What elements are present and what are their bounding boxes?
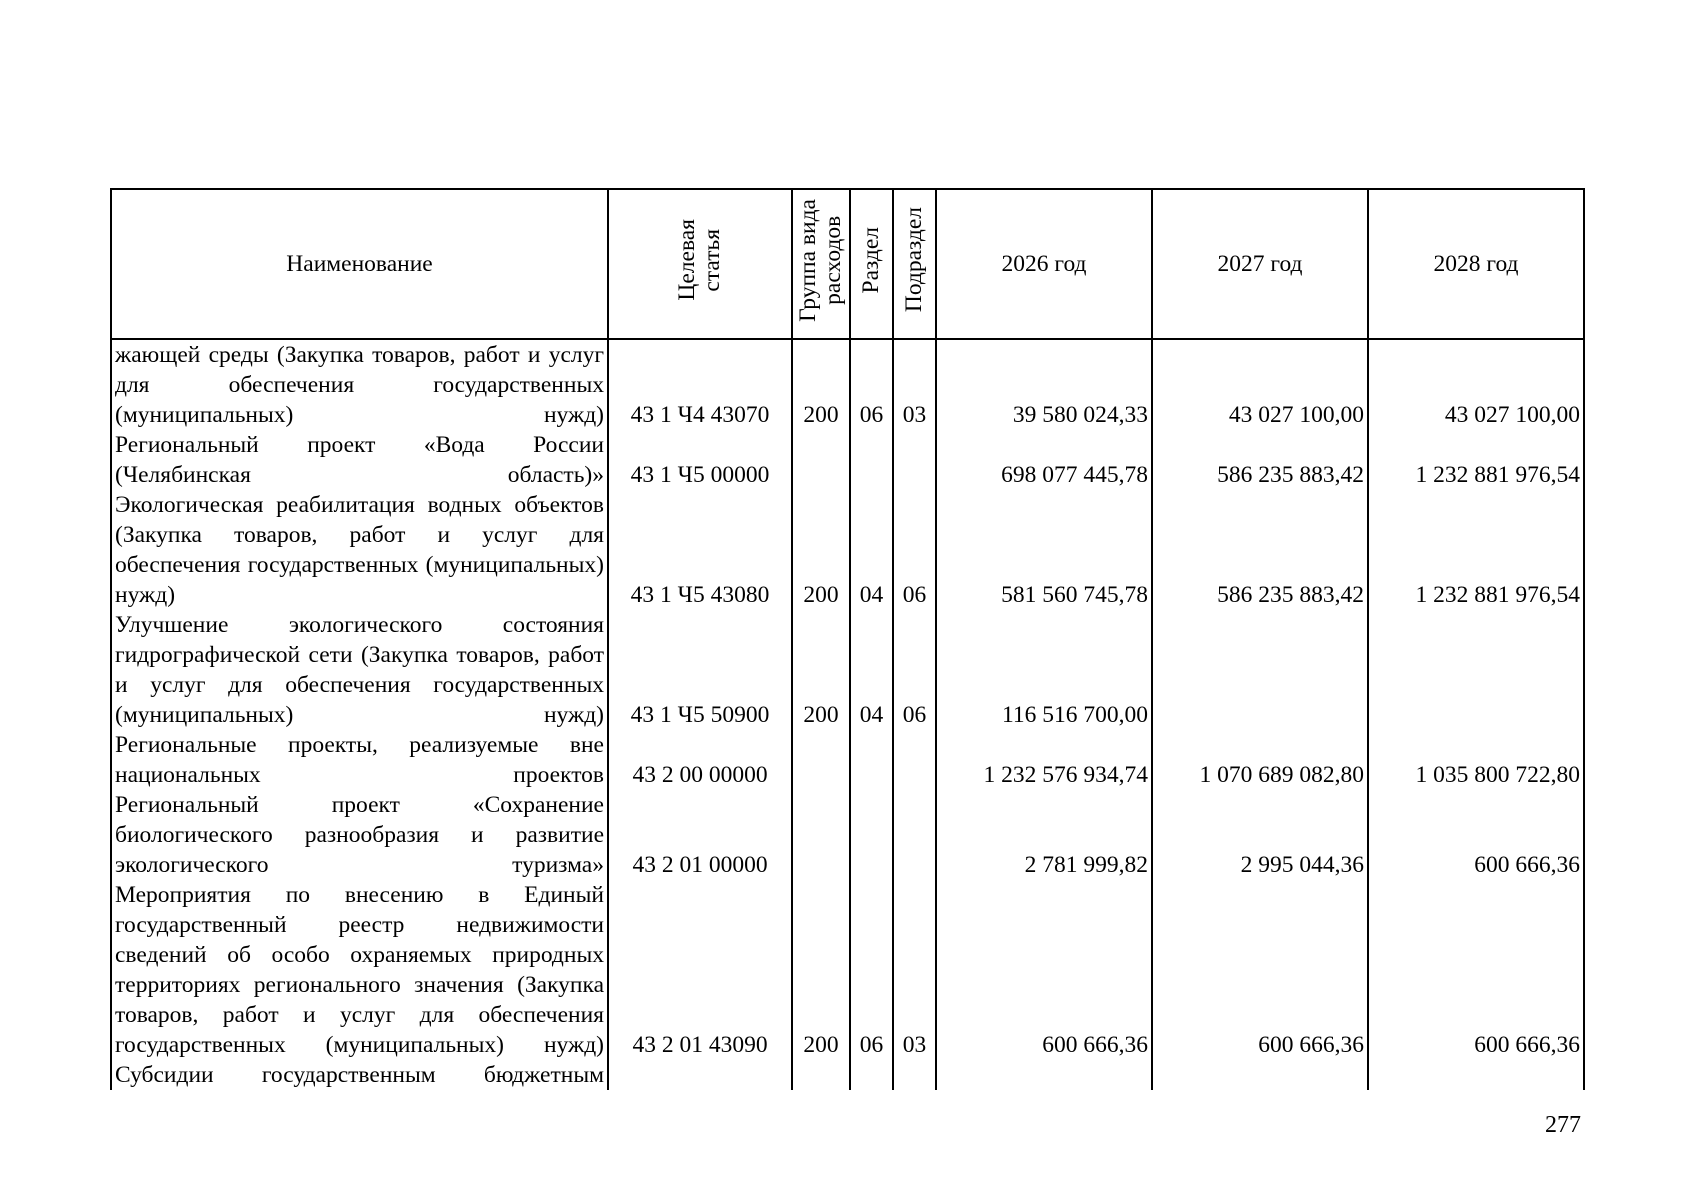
cell-name: Региональные проекты, реализуемые вне национальных проектов bbox=[111, 730, 608, 790]
cell-2027: 43 027 100,00 bbox=[1152, 339, 1368, 430]
cell-2028: 600 666,36 bbox=[1368, 880, 1584, 1060]
cell-section: 06 bbox=[850, 339, 893, 430]
table-row bbox=[111, 339, 1584, 430]
cell-2027: 586 235 883,42 bbox=[1152, 490, 1368, 610]
table-row bbox=[111, 430, 1584, 490]
table-row bbox=[111, 610, 1584, 730]
cell-section bbox=[850, 1060, 893, 1090]
cell-subsection bbox=[893, 790, 936, 880]
header-2028: 2028 год bbox=[1368, 189, 1584, 339]
cell-2027: 586 235 883,42 bbox=[1152, 430, 1368, 490]
table-header-row bbox=[111, 189, 1584, 339]
header-section: Раздел bbox=[850, 189, 893, 339]
cell-section: 04 bbox=[850, 490, 893, 610]
cell-name: Мероприятия по внесению в Единый государственный реестр недвижимости сведений об особо охраняемых природных территориях регионального значения (Закупка товаров, работ и услуг для обеспечения государственных (муниципальных) нужд) bbox=[111, 880, 608, 1060]
table-row bbox=[111, 880, 1584, 1060]
cell-name: Субсидии государственным бюджетным bbox=[111, 1060, 608, 1090]
header-expense-group: Группа вида расходов bbox=[792, 189, 850, 339]
cell-2027: 600 666,36 bbox=[1152, 880, 1368, 1060]
cell-expense-group bbox=[792, 1060, 850, 1090]
cell-subsection bbox=[893, 1060, 936, 1090]
cell-name: Улучшение экологического состояния гидрографической сети (Закупка товаров, работ и услуг для обеспечения государственных (муниципальных) нужд) bbox=[111, 610, 608, 730]
table-row bbox=[111, 1060, 1584, 1090]
cell-2027 bbox=[1152, 610, 1368, 730]
cell-name: жающей среды (Закупка товаров, работ и услуг для обеспечения государственных (муниципальных) нужд) bbox=[111, 339, 608, 430]
cell-2028: 1 035 800 722,80 bbox=[1368, 730, 1584, 790]
cell-2026: 39 580 024,33 bbox=[936, 339, 1152, 430]
cell-section bbox=[850, 730, 893, 790]
cell-name: Экологическая реабилитация водных объектов (Закупка товаров, работ и услуг для обеспечения государственных (муниципальных) нужд) bbox=[111, 490, 608, 610]
cell-subsection: 03 bbox=[893, 339, 936, 430]
cell-expense-group: 200 bbox=[792, 610, 850, 730]
cell-expense-group bbox=[792, 730, 850, 790]
cell-target-article: 43 1 Ч5 50900 bbox=[608, 610, 792, 730]
cell-2026: 600 666,36 bbox=[936, 880, 1152, 1060]
cell-target-article bbox=[608, 1060, 792, 1090]
cell-2028: 1 232 881 976,54 bbox=[1368, 490, 1584, 610]
cell-2027 bbox=[1152, 1060, 1368, 1090]
cell-subsection bbox=[893, 430, 936, 490]
header-target-article: Целевая статья bbox=[608, 189, 792, 339]
cell-section bbox=[850, 430, 893, 490]
cell-2027: 1 070 689 082,80 bbox=[1152, 730, 1368, 790]
cell-2028: 43 027 100,00 bbox=[1368, 339, 1584, 430]
cell-subsection: 06 bbox=[893, 490, 936, 610]
table-row bbox=[111, 790, 1584, 880]
cell-target-article: 43 2 01 43090 bbox=[608, 880, 792, 1060]
cell-target-article: 43 1 Ч5 00000 bbox=[608, 430, 792, 490]
cell-2026: 2 781 999,82 bbox=[936, 790, 1152, 880]
header-2026: 2026 год bbox=[936, 189, 1152, 339]
cell-expense-group bbox=[792, 430, 850, 490]
cell-target-article: 43 1 Ч5 43080 bbox=[608, 490, 792, 610]
header-subsection: Подраздел bbox=[893, 189, 936, 339]
header-name: Наименование bbox=[111, 189, 608, 339]
cell-2028 bbox=[1368, 1060, 1584, 1090]
table-row bbox=[111, 730, 1584, 790]
cell-subsection bbox=[893, 730, 936, 790]
cell-target-article: 43 2 01 00000 bbox=[608, 790, 792, 880]
cell-2026: 581 560 745,78 bbox=[936, 490, 1152, 610]
cell-section: 04 bbox=[850, 610, 893, 730]
cell-target-article: 43 2 00 00000 bbox=[608, 730, 792, 790]
cell-target-article: 43 1 Ч4 43070 bbox=[608, 339, 792, 430]
cell-subsection: 03 bbox=[893, 880, 936, 1060]
cell-2027: 2 995 044,36 bbox=[1152, 790, 1368, 880]
table-row bbox=[111, 490, 1584, 610]
cell-2028: 1 232 881 976,54 bbox=[1368, 430, 1584, 490]
cell-name: Региональный проект «Вода России (Челябинская область)» bbox=[111, 430, 608, 490]
cell-name: Региональный проект «Сохранение биологического разнообразия и развитие экологического туризма» bbox=[111, 790, 608, 880]
cell-section bbox=[850, 790, 893, 880]
cell-2028 bbox=[1368, 610, 1584, 730]
cell-2026: 1 232 576 934,74 bbox=[936, 730, 1152, 790]
header-2027: 2027 год bbox=[1152, 189, 1368, 339]
cell-section: 06 bbox=[850, 880, 893, 1060]
cell-2026: 116 516 700,00 bbox=[936, 610, 1152, 730]
page-number: 277 bbox=[1545, 1112, 1581, 1138]
cell-2026 bbox=[936, 1060, 1152, 1090]
cell-expense-group bbox=[792, 790, 850, 880]
cell-subsection: 06 bbox=[893, 610, 936, 730]
cell-expense-group: 200 bbox=[792, 880, 850, 1060]
cell-expense-group: 200 bbox=[792, 339, 850, 430]
budget-table bbox=[110, 188, 1585, 1090]
cell-2026: 698 077 445,78 bbox=[936, 430, 1152, 490]
cell-2028: 600 666,36 bbox=[1368, 790, 1584, 880]
cell-expense-group: 200 bbox=[792, 490, 850, 610]
